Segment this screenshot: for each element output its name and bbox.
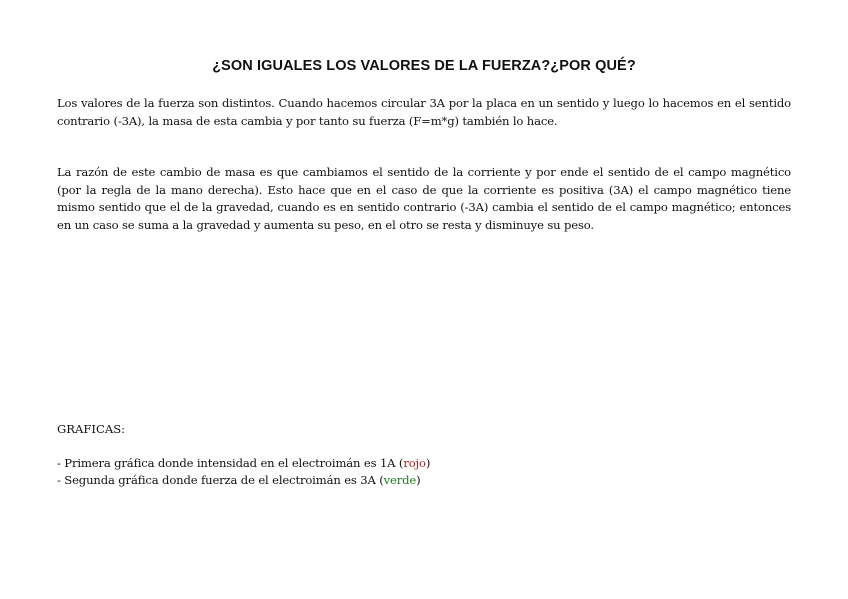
paragraph-explanation: La razón de este cambio de masa es que cambiamos el sentido de la corriente y por ende el sentido de el campo magnético (por la regla de la mano derecha). Esto hace que en el caso de que la corriente es positiva (3A) el campo magnético tiene mismo sentido que el de la gravedad, cuando es en sentido contrario (-3A) cambia el sentido de el campo magnético; entonces en un caso se suma a la gravedad y aumenta su peso, en el otro se resta y disminuye su peso. (57, 165, 791, 232)
page-title: ¿SON IGUALES LOS VALORES DE LA FUERZA?¿POR QUÉ? (212, 58, 636, 74)
list-item-second-graph (57, 472, 430, 489)
graficas-list (57, 455, 430, 489)
list-item-text: - Primera gráfica donde intensidad en el electroimán es 1A ( (57, 456, 404, 470)
list-item-suffix: ) (416, 473, 421, 487)
list-item-first-graph (57, 455, 430, 472)
paragraph-force-values: Los valores de la fuerza son distintos. Cuando hacemos circular 3A por la placa en un sentido y luego lo hacemos en el sentido contrario (-3A), la masa de esta cambia y por tanto su fuerza (F=m*g) también lo hace. (57, 96, 791, 128)
graficas-heading: GRAFICAS: (57, 422, 126, 436)
list-item-suffix: ) (425, 456, 431, 470)
list-item-text: - Segunda gráfica donde fuerza de el electroimán es 3A ( (57, 473, 384, 487)
color-word-green: verde (383, 473, 417, 487)
color-word-red: rojo (403, 456, 426, 470)
